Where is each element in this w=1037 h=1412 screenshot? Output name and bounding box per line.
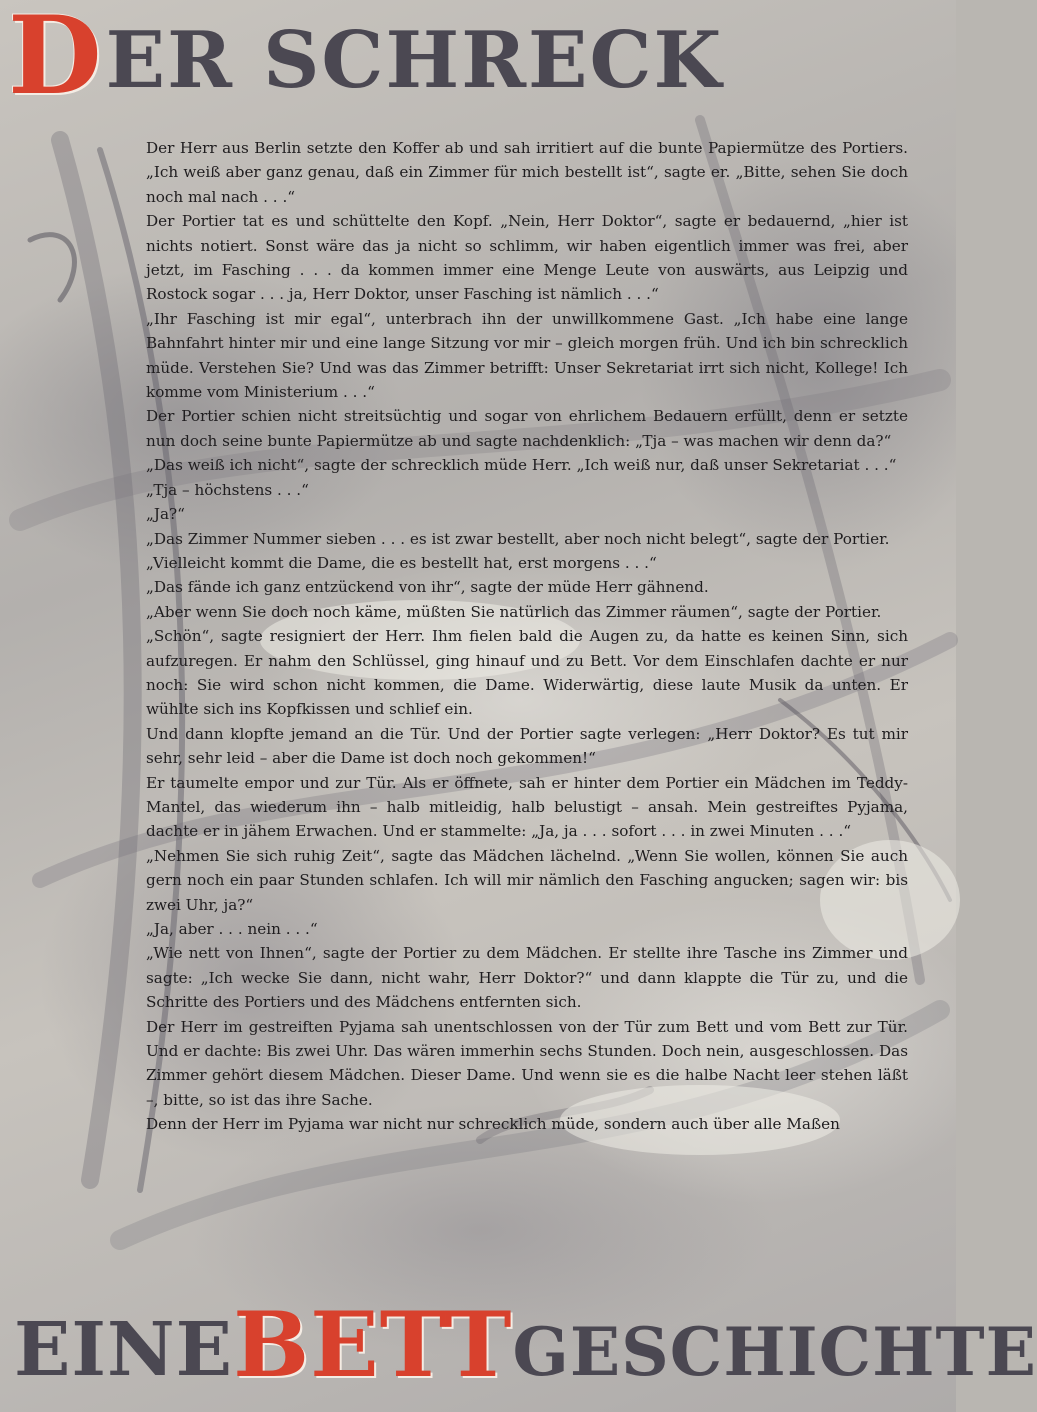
story-paragraph: „Wie nett von Ihnen“, sagte der Portier zu dem Mädchen. Er stellte ihre Tasche ins Zimmer und sagte: „Ich wecke Sie dann, nicht wahr, Herr Doktor?“ und dann klappte die Tür zu, und die Schritte des Portiers und des Mädchens entfernten sich. — [146, 944, 908, 1012]
story-paragraph: „Aber wenn Sie doch noch käme, müßten Sie natürlich das Zimmer räumen“, sagte der Portier. — [146, 602, 882, 621]
story-paragraph: „Schön“, sagte resigniert der Herr. Ihm fielen bald die Augen zu, da hatte es keinen Sinn, sich aufzuregen. Er nahm den Schlüssel, ging hinauf und zu Bett. Vor dem Einschlafen dachte er nur noch: Sie wird schon nicht kommen, die Dame. Widerwärtig, diese laute Musik da unten. Er wühlte sich ins Kopfkissen und schlief ein. — [146, 627, 908, 719]
story-paragraph: „Das Zimmer Nummer sieben . . . es ist zwar bestellt, aber noch nicht belegt“, sagte der Portier. — [146, 529, 890, 548]
footer-title — [14, 1283, 1037, 1398]
story-paragraph: „Vielleicht kommt die Dame, die es bestellt hat, erst morgens . . .“ — [146, 553, 657, 572]
story-paragraph: Er taumelte empor und zur Tür. Als er öffnete, sah er hinter dem Portier ein Mädchen im Teddy-Mantel, das wiederum ihn – halb mitleidig, halb belustigt – ansah. Mein gestreiftes Pyjama, dachte er in jähem Erwachen. Und er stammelte: „Ja, ja . . . sofort . . . in zwei Minuten . . .“ — [146, 773, 908, 841]
footer-title-part3: GESCHICHTE — [512, 1313, 1037, 1391]
story-paragraph: Der Portier schien nicht streitsüchtig und sogar von ehrlichem Bedauern erfüllt, denn er setzte nun doch seine bunte Papiermütze ab und sagte nachdenklich: „Tja – was machen wir denn da?“ — [146, 407, 908, 450]
story-paragraph: „Das fände ich ganz entzückend von ihr“, sagte der müde Herr gähnend. — [146, 578, 709, 597]
story-paragraph: Der Portier tat es und schüttelte den Kopf. „Nein, Herr Doktor“, sagte er bedauernd, „hier ist nichts notiert. Sonst wäre das ja nicht so schlimm, wir haben eigentlich immer was frei, aber jetzt, im Fasching . . . da kommen immer eine Menge Leute von auswärts, aus Leipzig und Rostock sogar . . . ja, Herr Doktor, unser Fasching ist nämlich . . .“ — [146, 212, 908, 304]
story-paragraph: Denn der Herr im Pyjama war nicht nur schrecklich müde, sondern auch über alle Maßen — [146, 1115, 840, 1134]
footer-title-part1: EINE — [14, 1307, 234, 1393]
story-paragraph: Der Herr im gestreiften Pyjama sah unentschlossen von der Tür zum Bett und vom Bett zur Tür. Und er dachte: Bis zwei Uhr. Das wären immerhin sechs Stunden. Doch nein, ausgeschlossen. Das Zimmer gehört diesem Mädchen. Dieser Dame. Und wenn sie es die halbe Nacht leer stehen läßt –, bitte, so ist das ihre Sache. — [146, 1017, 908, 1109]
headline-rest: ER SCHRECK — [105, 15, 724, 106]
headline-initial: D — [8, 0, 104, 119]
story-paragraph: „Nehmen Sie sich ruhig Zeit“, sagte das Mädchen lächelnd. „Wenn Sie wollen, können Sie auch gern noch ein paar Stunden schlafen. Ich will mir nämlich den Fasching angucken; sagen wir: bis zwei Uhr, ja?“ — [146, 846, 908, 914]
story-paragraph: „Das weiß ich nicht“, sagte der schrecklich müde Herr. „Ich weiß nur, daß unser Sekretariat . . .“ — [146, 456, 897, 475]
story-paragraph: „Tja – höchstens . . .“ — [146, 480, 309, 499]
story-paragraph: „Ja?“ — [146, 505, 185, 524]
story-paragraph: „Ja, aber . . . nein . . .“ — [146, 920, 318, 938]
footer-title-accent: BETT — [233, 1292, 513, 1398]
headline-title — [8, 0, 948, 119]
story-paragraph: „Ihr Fasching ist mir egal“, unterbrach ihn der unwillkommene Gast. „Ich habe eine lange Bahnfahrt hinter mir und eine lange Sitzung vor mir – gleich morgen früh. Und ich bin schrecklich müde. Verstehen Sie? Und was das Zimmer betrifft: Unser Sekretariat irrt sich nicht, Kollege! Ich komme vom Ministerium . . .“ — [146, 309, 908, 402]
story-paragraph: Und dann klopfte jemand an die Tür. Und der Portier sagte verlegen: „Herr Doktor? Es tut mir sehr, sehr leid – aber die Dame ist doch noch gekommen!“ — [146, 724, 908, 768]
story-paragraph: Der Herr aus Berlin setzte den Koffer ab und sah irritiert auf die bunte Papiermütze des Portiers. „Ich weiß aber ganz genau, daß ein Zimmer für mich bestellt ist“, sagte er. „Bitte, sehen Sie doch noch mal nach . . .“ — [146, 139, 908, 206]
story-text — [146, 136, 908, 1266]
